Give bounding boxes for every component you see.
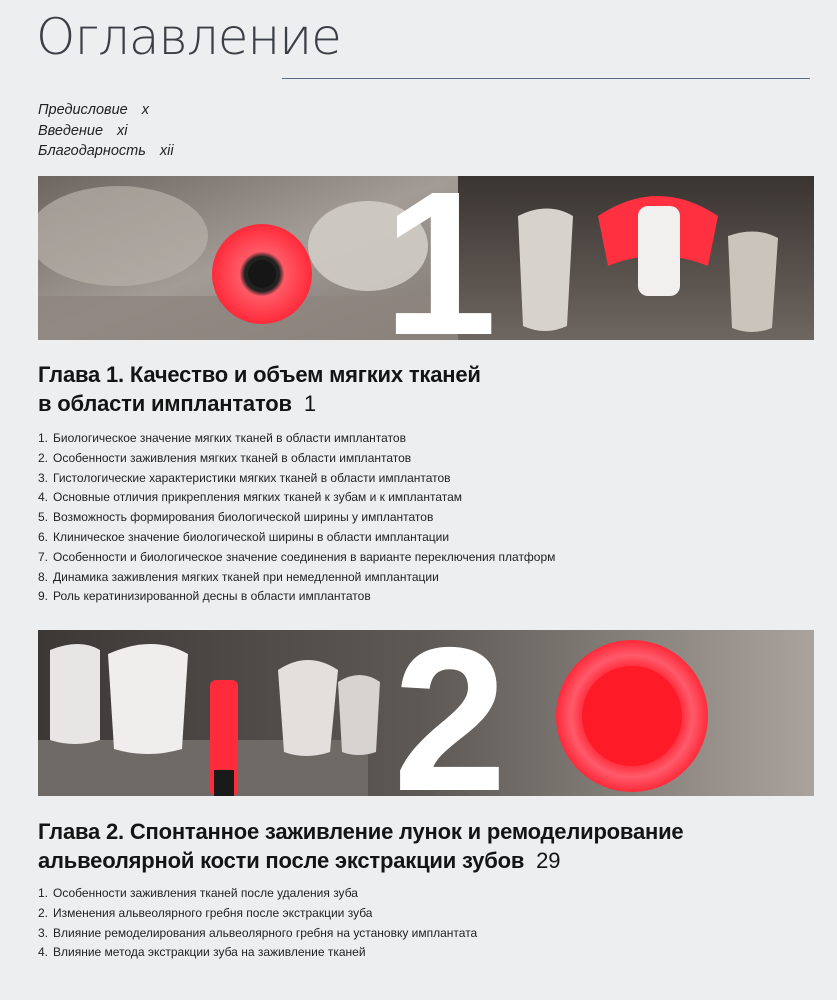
front-matter-item[interactable] — [38, 141, 174, 162]
list-item[interactable]: 8. Динамика заживления мягких тканей при немедленной имплантации — [38, 569, 439, 584]
front-matter-page: xi — [117, 122, 128, 139]
list-item[interactable]: 3. Гистологические характеристики мягких тканей в области имплантатов — [38, 470, 451, 485]
chapter-1-page: 1 — [303, 391, 316, 416]
chapter-2-title[interactable] — [38, 817, 683, 875]
list-item[interactable]: 6. Клиническое значение биологической ширины в области имплантации — [38, 529, 450, 544]
chapter-1-title-line1: Глава 1. Качество и объем мягких тканей — [38, 362, 481, 387]
list-item[interactable]: 1. Особенности заживления тканей после удаления зуба — [38, 886, 358, 900]
list-item[interactable]: 4. Влияние метода экстракции зуба на заживление тканей — [38, 945, 366, 960]
chapter-2-title-line1: Глава 2. Спонтанное заживление лунок и ремоделирование — [38, 819, 684, 844]
front-matter-item[interactable] — [38, 100, 174, 121]
chapter-1-title-line2: в области имплантатов 1 — [38, 391, 316, 416]
list-item[interactable]: 3. Влияние ремоделирования альвеолярного гребня на установку имплантата — [38, 925, 478, 940]
front-matter-page: x — [141, 102, 149, 118]
chapter-2-title-line2: альвеолярной кости после экстракции зубов 29 — [38, 848, 561, 873]
list-item[interactable]: 2. Особенности заживления мягких тканей в области имплантатов — [38, 450, 412, 465]
list-item[interactable]: 2. Изменения альвеолярного гребня после экстракции зуба — [38, 905, 373, 920]
chapter-1-title[interactable] — [38, 360, 481, 418]
list-item[interactable]: 5. Возможность формирования биологической ширины у имплантатов — [38, 510, 434, 525]
chapter-2-page: 29 — [536, 848, 561, 873]
chapter-1-banner-image — [38, 176, 814, 340]
list-item[interactable]: 4. Основные отличия прикрепления мягких тканей к зубам и к имплантатам — [38, 490, 463, 505]
list-item[interactable]: 1. Биологическое значение мягких тканей в области имплантатов — [38, 431, 406, 445]
front-matter-label: Введение — [38, 122, 104, 139]
list-item[interactable]: 7. Особенности и биологическое значение соединения в варианте переключения платформ — [38, 549, 556, 564]
front-matter-item[interactable] — [38, 121, 174, 142]
page-title: Оглавление — [36, 8, 341, 66]
chapter-1-section-list — [38, 429, 555, 607]
chapter-2-banner-image — [38, 630, 814, 796]
list-item[interactable]: 9. Роль кератинизированной десны в области имплантатов — [38, 589, 371, 604]
front-matter-page: xii — [159, 143, 174, 159]
front-matter-label: Благодарность — [38, 143, 146, 159]
chapter-2-section-list — [38, 884, 477, 963]
front-matter-label: Предисловие — [38, 102, 128, 118]
chapter-1-number-glyph: 1 — [382, 176, 498, 340]
front-matter-list — [38, 100, 174, 162]
title-rule — [282, 78, 810, 79]
chapter-2-number-glyph: 2 — [392, 630, 508, 796]
